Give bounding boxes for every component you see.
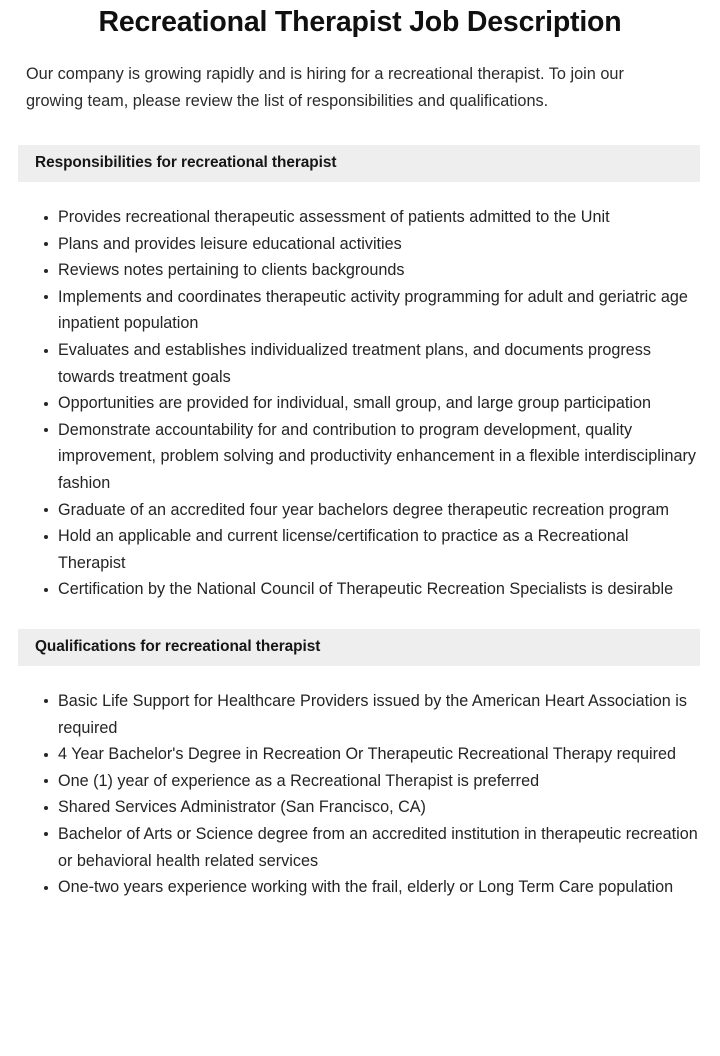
list-item: Evaluates and establishes individualized treatment plans, and documents progress towards treatment goals — [44, 337, 700, 390]
intro-paragraph: Our company is growing rapidly and is hiring for a recreational therapist. To join our growing team, please review the list of responsibilities and qualifications. — [26, 65, 624, 111]
list-item: One (1) year of experience as a Recreational Therapist is preferred — [44, 768, 700, 795]
list-item: Shared Services Administrator (San Francisco, CA) — [44, 794, 700, 821]
qualifications-list — [0, 666, 720, 901]
list-item: Opportunities are provided for individual, small group, and large group participation — [44, 390, 700, 417]
list-item: Provides recreational therapeutic assessment of patients admitted to the Unit — [44, 204, 700, 231]
list-item: One-two years experience working with the frail, elderly or Long Term Care population — [44, 874, 700, 901]
section-responsibilities — [0, 145, 720, 603]
list-item: Reviews notes pertaining to clients backgrounds — [44, 257, 700, 284]
list-item: 4 Year Bachelor's Degree in Recreation Or Therapeutic Recreational Therapy required — [44, 741, 700, 768]
section-header-responsibilities — [18, 145, 700, 182]
section-qualifications — [0, 629, 720, 901]
list-item: Hold an applicable and current license/certification to practice as a Recreational Therapist — [44, 523, 700, 576]
section-heading-label: Responsibilities for recreational therapist — [35, 154, 337, 172]
responsibilities-list — [0, 182, 720, 603]
section-heading-label: Qualifications for recreational therapist — [35, 638, 321, 656]
list-item: Certification by the National Council of Therapeutic Recreation Specialists is desirable — [44, 576, 700, 603]
list-item: Implements and coordinates therapeutic activity programming for adult and geriatric age inpatient population — [44, 284, 700, 337]
list-item: Demonstrate accountability for and contribution to program development, quality improvement, problem solving and productivity enhancement in a flexible interdisciplinary fashion — [44, 417, 700, 497]
list-item: Basic Life Support for Healthcare Providers issued by the American Heart Association is required — [44, 688, 700, 741]
list-item: Graduate of an accredited four year bachelors degree therapeutic recreation program — [44, 497, 700, 524]
list-item: Plans and provides leisure educational activities — [44, 231, 700, 258]
page-title: Recreational Therapist Job Description — [98, 6, 622, 38]
section-header-qualifications — [18, 629, 700, 666]
list-item: Bachelor of Arts or Science degree from an accredited institution in therapeutic recreation or behavioral health related services — [44, 821, 700, 874]
